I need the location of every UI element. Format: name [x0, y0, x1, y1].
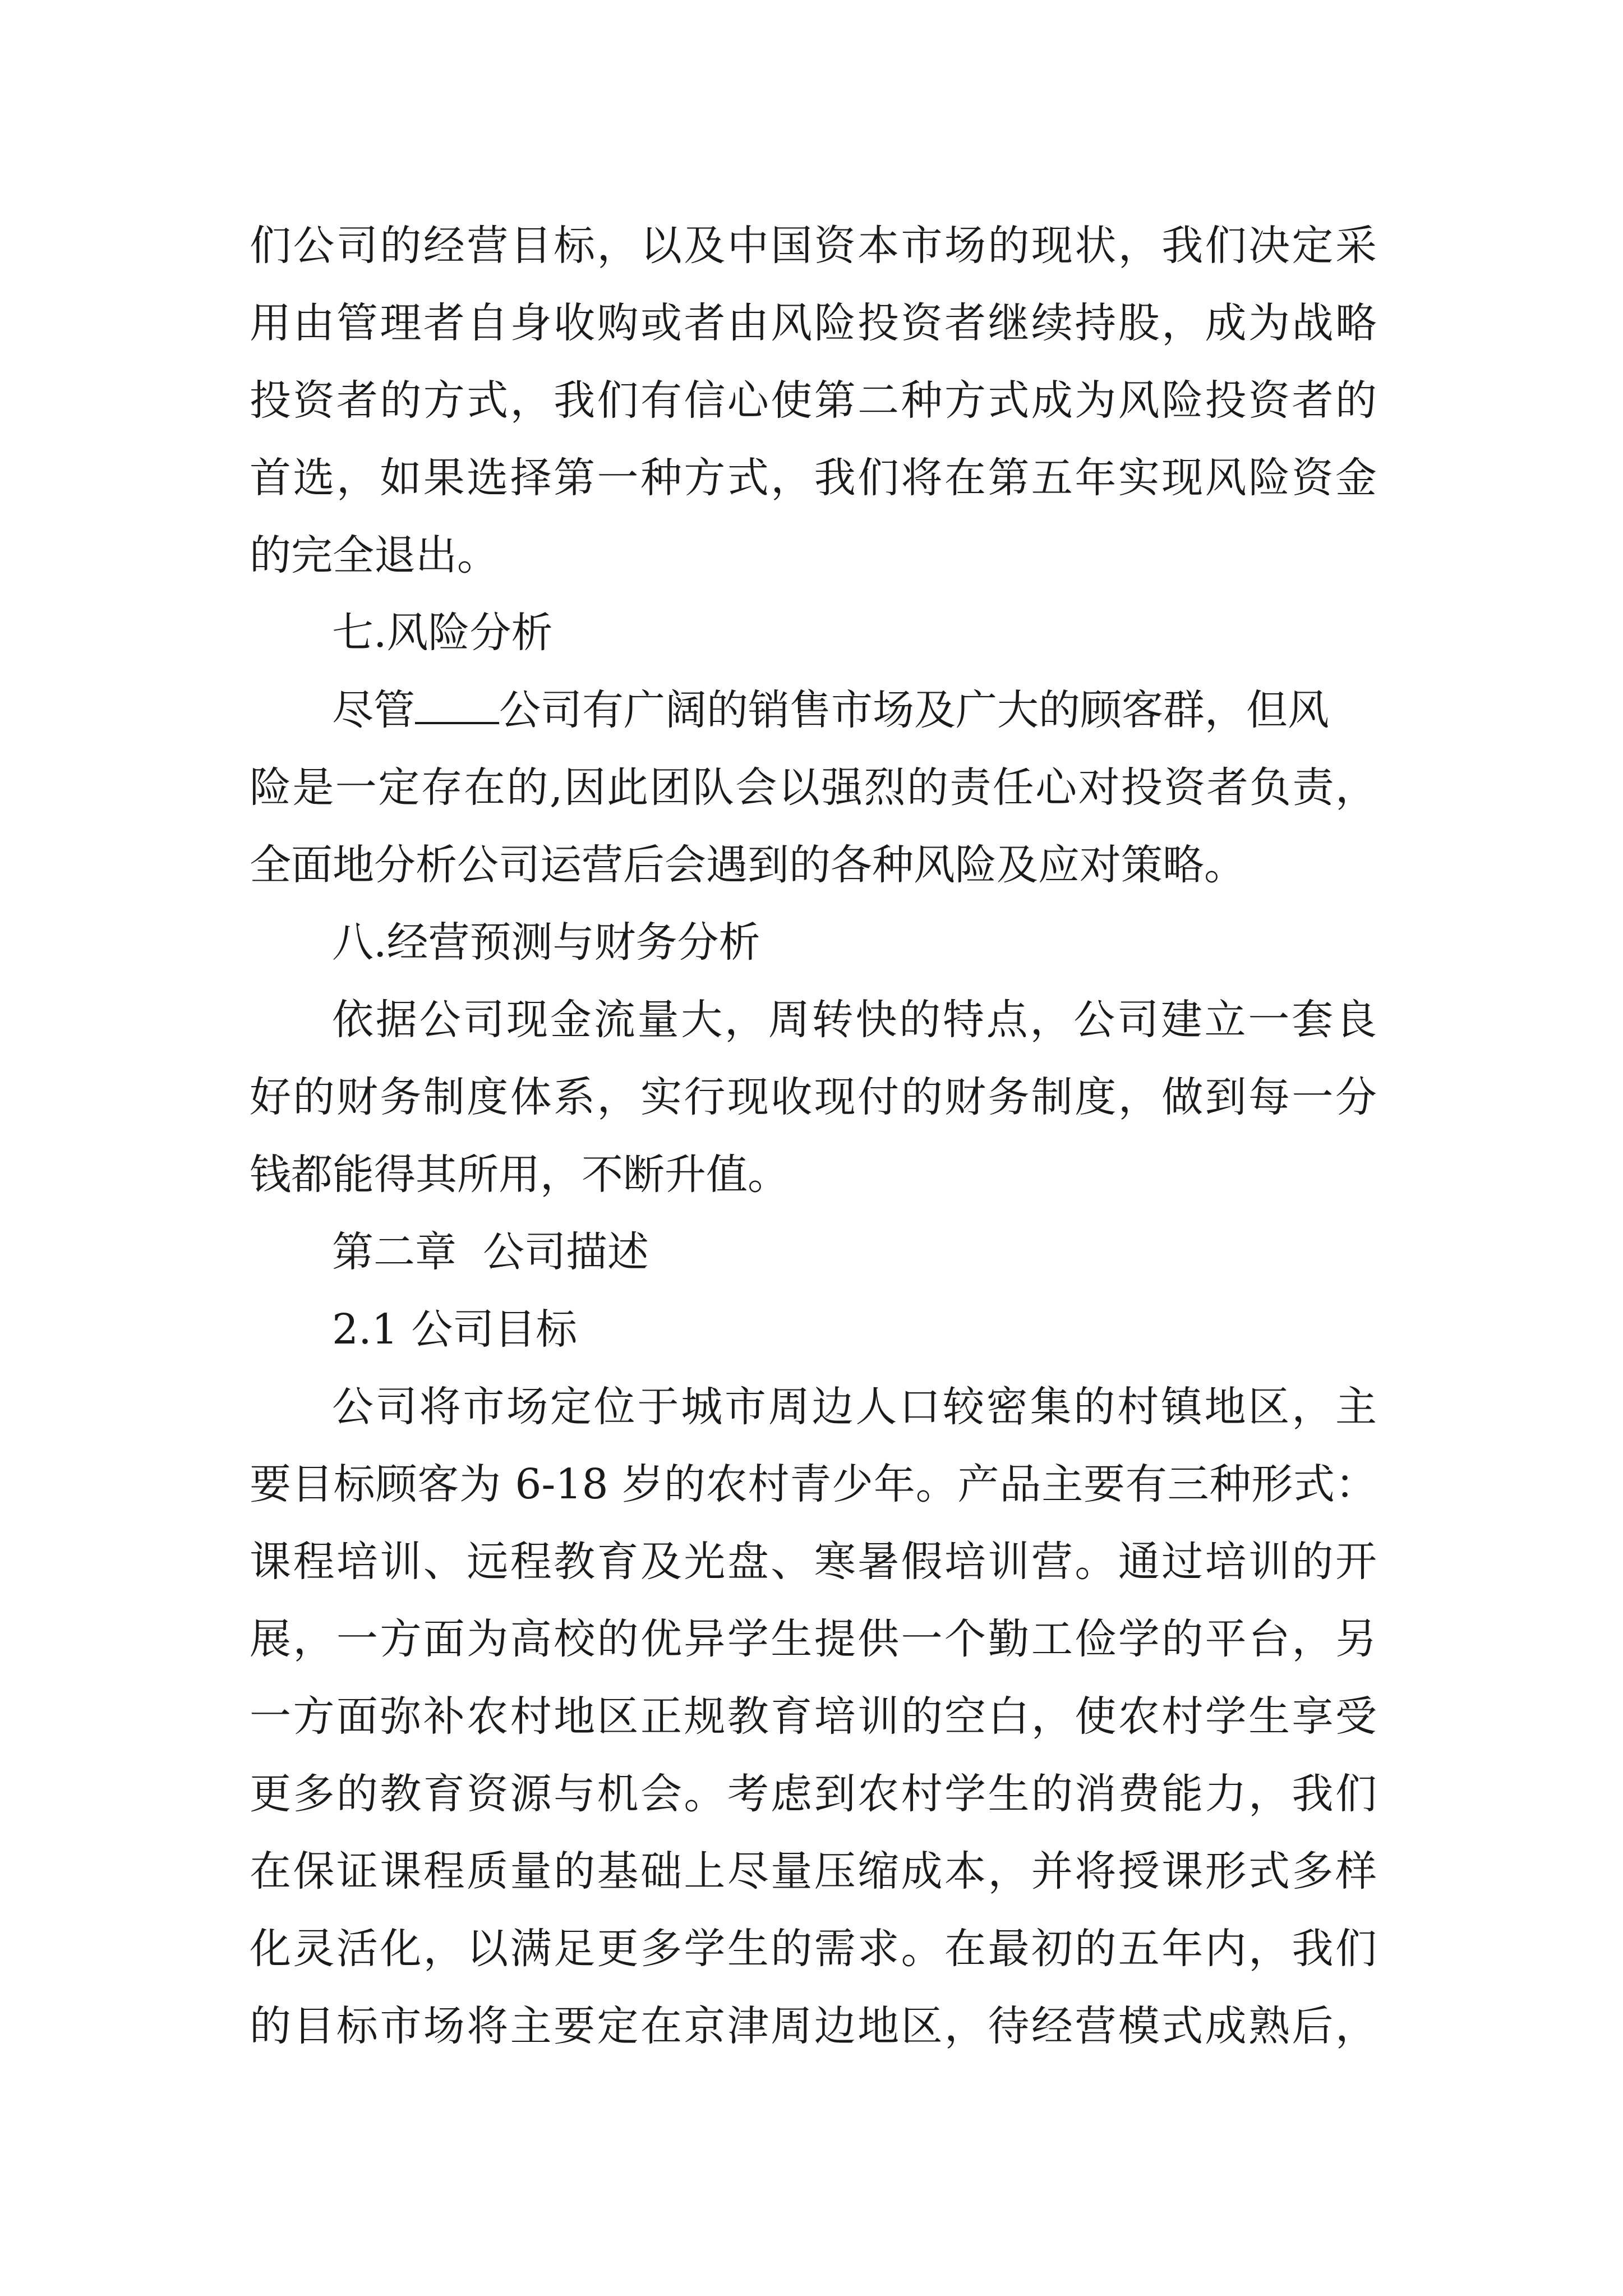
- paragraph-line: 钱都能得其所用，不断升值。: [250, 1151, 789, 1199]
- paragraph-line: 公司将市场定位于城市周边人口较密集的村镇地区，主: [332, 1383, 1377, 1431]
- paragraph-line: 依据公司现金流量大，周转快的特点，公司建立一套良: [332, 996, 1377, 1044]
- fill-in-blank: [415, 688, 499, 724]
- paragraph-line: 险是一定存在的,因此团队会以强烈的责任心对投资者负责，: [250, 763, 1377, 812]
- paragraph-line: 展，一方面为高校的优异学生提供一个勤工俭学的平台，另: [250, 1615, 1377, 1663]
- paragraph-line: 在保证课程质量的基础上尽量压缩成本，并将授课形式多样: [250, 1847, 1377, 1895]
- paragraph-line: 首选，如果选择第一种方式，我们将在第五年实现风险资金: [250, 454, 1377, 502]
- section-heading-forecast: 八.经营预测与财务分析: [332, 918, 760, 967]
- paragraph-line: 的目标市场将主要定在京津周边地区，待经营模式成熟后，: [250, 2002, 1377, 2050]
- paragraph-line: 用由管理者自身收购或者由风险投资者继续持股，成为战略: [250, 299, 1377, 347]
- paragraph-line: 更多的教育资源与机会。考虑到农村学生的消费能力，我们: [250, 1770, 1377, 1818]
- paragraph-line: 化灵活化，以满足更多学生的需求。在最初的五年内，我们: [250, 1925, 1377, 1973]
- paragraph-line: 好的财务制度体系，实行现收现付的财务制度，做到每一分: [250, 1073, 1377, 1121]
- section-heading-risk: 七.风险分析: [332, 609, 553, 657]
- paragraph-text: 尽管: [332, 686, 415, 734]
- paragraph-line: 课程培训、远程教育及光盘、寒暑假培训营。通过培训的开: [250, 1538, 1377, 1586]
- chapter-title: 第二章 公司描述: [332, 1228, 649, 1276]
- paragraph-line: 一方面弥补农村地区正规教育培训的空白，使农村学生享受: [250, 1692, 1377, 1741]
- paragraph-text: 公司有广阔的销售市场及广大的顾客群，但风: [499, 686, 1329, 734]
- section-title: 2.1 公司目标: [332, 1305, 578, 1354]
- paragraph-line: 要目标顾客为 6-18 岁的农村青少年。产品主要有三种形式：: [250, 1460, 1377, 1508]
- paragraph-line: 全面地分析公司运营后会遇到的各种风险及应对策略。: [250, 841, 1246, 889]
- paragraph-line-with-blank: [332, 672, 1377, 748]
- paragraph-line: 们公司的经营目标，以及中国资本市场的现状，我们决定采: [250, 222, 1377, 270]
- paragraph-line: 投资者的方式，我们有信心使第二种方式成为风险投资者的: [250, 376, 1377, 425]
- paragraph-line: 的完全退出。: [250, 531, 499, 579]
